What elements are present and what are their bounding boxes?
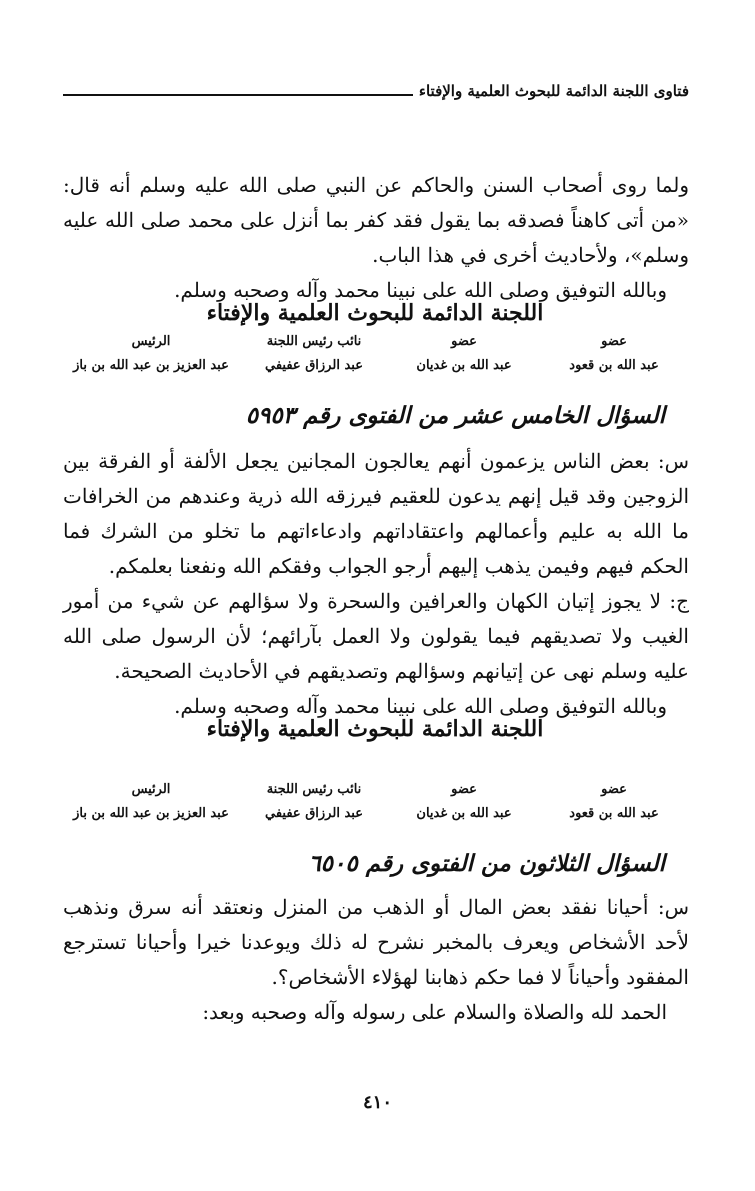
page-number: ٤١٠ [362, 1092, 392, 1113]
name-member-2: عبد الله بن غديان [416, 358, 512, 373]
section2-body [63, 444, 689, 724]
name-vice-chair: عبد الرزاق عفيفي [265, 358, 363, 373]
section3-answer-start: الحمد لله والصلاة والسلام على رسوله وآله وصحبه وبعد: [202, 1000, 667, 1024]
section2-roles [63, 782, 689, 802]
header-rule [63, 94, 413, 96]
section3-question: س: أحيانا نفقد بعض المال أو الذهب من المنزل ونعتقد أنه سرق ونذهب لأحد الأشخاص ويعرف بالمخبر نشرح له ذلك ويوعدنا خيرا وأحيانا تسترجع المفقود وأحياناً لا فما حكم ذهابنا لهؤلاء الأشخاص؟. [63, 895, 689, 989]
role-chair: الرئيس [131, 334, 171, 349]
book-title: فتاوى اللجنة الدائمة للبحوث العلمية والإفتاء [418, 82, 689, 100]
running-header [63, 78, 689, 100]
section2-committee: اللجنة الدائمة للبحوث العلمية والإفتاء [206, 716, 544, 742]
section2-heading: السؤال الخامس عشر من الفتوى رقم ٥٩٥٣ [245, 402, 665, 429]
role-member-2: عضو [451, 334, 477, 349]
section1-names [63, 358, 689, 378]
section1-closing: وبالله التوفيق وصلى الله على نبينا محمد وآله وصحبه وسلم. [174, 278, 667, 302]
role-chair: الرئيس [131, 782, 171, 797]
name-chair: عبد العزيز بن عبد الله بن باز [73, 806, 229, 821]
role-member-2: عضو [451, 782, 477, 797]
section1-committee: اللجنة الدائمة للبحوث العلمية والإفتاء [206, 300, 544, 326]
section1-roles [63, 334, 689, 354]
section3-heading: السؤال الثلاثون من الفتوى رقم ٦٥٠٥ [308, 850, 665, 877]
section2-question: س: بعض الناس يزعمون أنهم يعالجون المجانين يجعل الألفة أو الفرقة بين الزوجين وقد قيل إنهم يدعون للعقيم فيرزقه الله ذرية وعندهم من الخرافات ما الله به عليم وأعمالهم واعتقاداتهم وادعاءاتهم ما تخلو من الشرك فما الحكم فيهم وفيمن يذهب إليهم أرجو الجواب وفقكم الله ونفعنا بعلمكم. [63, 449, 689, 578]
section3-body [63, 890, 689, 1030]
role-vice-chair: نائب رئيس اللجنة [266, 334, 362, 349]
name-member-1: عبد الله بن قعود [569, 358, 659, 373]
name-member-2: عبد الله بن غديان [416, 806, 512, 821]
role-member-1: عضو [601, 782, 627, 797]
section1-paragraph [63, 168, 689, 308]
section1-text: ولما روى أصحاب السنن والحاكم عن النبي صلى الله عليه وسلم أنه قال: «من أتى كاهناً فصدقه بما يقول فقد كفر بما أنزل على محمد صلى الله عليه وسلم»، ولأحاديث أخرى في هذا الباب. [63, 173, 689, 267]
role-vice-chair: نائب رئيس اللجنة [266, 782, 362, 797]
section2-closing: وبالله التوفيق وصلى الله على نبينا محمد وآله وصحبه وسلم. [174, 694, 667, 718]
name-vice-chair: عبد الرزاق عفيفي [265, 806, 363, 821]
name-chair: عبد العزيز بن عبد الله بن باز [73, 358, 229, 373]
name-member-1: عبد الله بن قعود [569, 806, 659, 821]
section2-answer: ج: لا يجوز إتيان الكهان والعرافين والسحرة ولا سؤالهم عن شيء من أمور الغيب ولا تصديقهم فيما يقولون ولا العمل بآرائهم؛ لأن الرسول صلى الله عليه وسلم نهى عن إتيانهم وسؤالهم وتصديقهم في الأحاديث الصحيحة. [63, 589, 689, 683]
role-member-1: عضو [601, 334, 627, 349]
section2-names [63, 806, 689, 826]
